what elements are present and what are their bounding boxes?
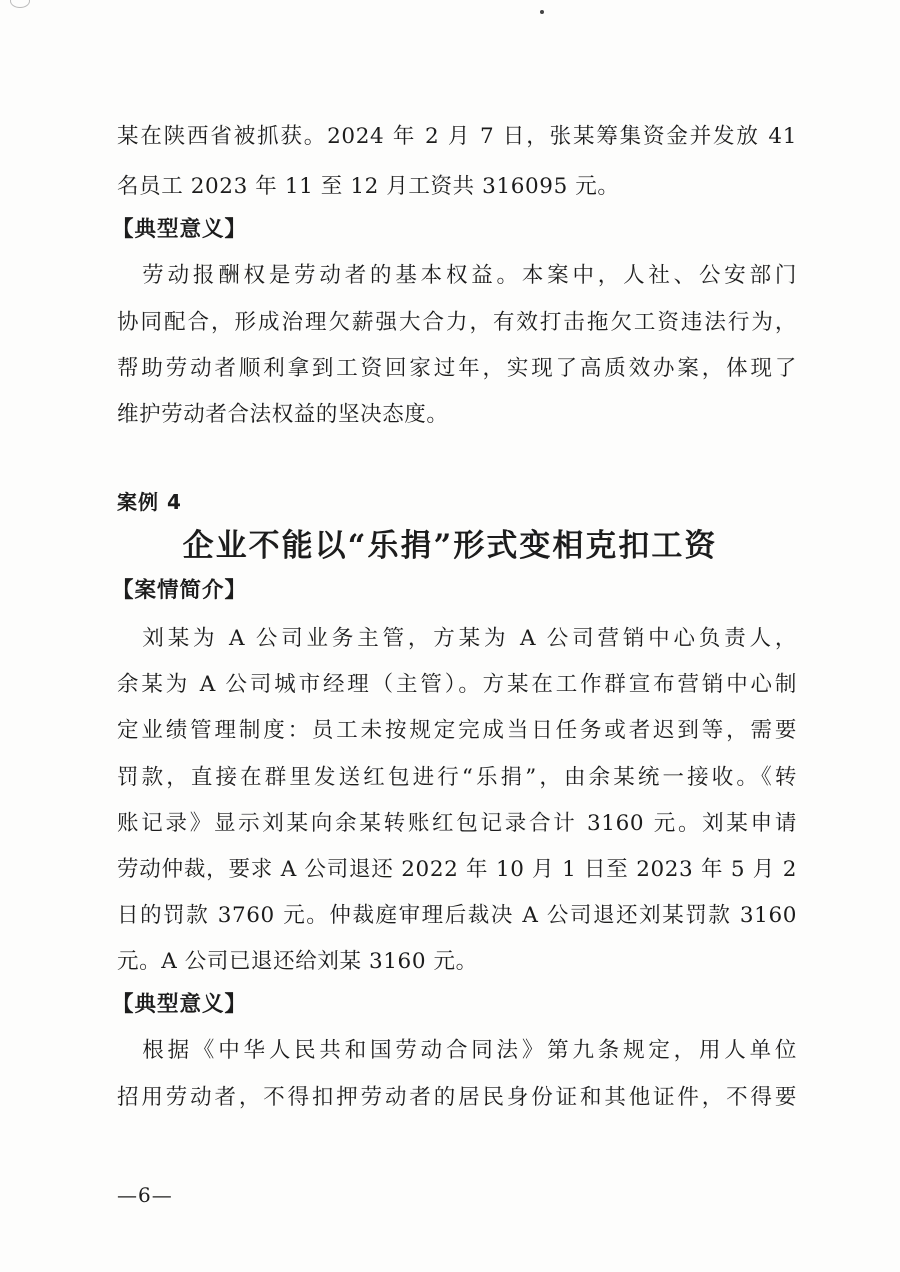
scan-dot [540, 10, 544, 14]
body-line: 帮助劳动者顺利拿到工资回家过年，实现了高质效办案，体现了 [117, 356, 797, 381]
section-heading-significance: 【典型意义】 [112, 217, 248, 242]
case-label: 案例 4 [117, 490, 182, 514]
body-line: 定业绩管理制度：员工未按规定完成当日任务或者迟到等，需要 [117, 718, 797, 743]
body-line: 劳动报酬权是劳动者的基本权益。本案中，人社、公安部门 [117, 263, 797, 288]
body-line: 招用劳动者，不得扣押劳动者的居民身份证和其他证件，不得要 [117, 1085, 797, 1110]
body-line: 某在陕西省被抓获。2024 年 2 月 7 日，张某筹集资金并发放 41 [117, 124, 797, 149]
body-line: 劳动仲裁，要求 A 公司退还 2022 年 10 月 1 日至 2023 年 5 月 2 [117, 857, 797, 882]
body-line: 根据《中华人民共和国劳动合同法》第九条规定，用人单位 [117, 1038, 797, 1063]
body-line: 元。A 公司已退还给刘某 3160 元。 [117, 949, 478, 974]
body-line: 余某为 A 公司城市经理（主管）。方某在工作群宣布营销中心制 [117, 672, 797, 697]
section-heading-significance: 【典型意义】 [112, 992, 248, 1017]
body-line: 维护劳动者合法权益的坚决态度。 [117, 402, 449, 427]
body-line: 刘某为 A 公司业务主管，方某为 A 公司营销中心负责人， [117, 626, 797, 651]
body-line: 名员工 2023 年 11 至 12 月工资共 316095 元。 [117, 174, 620, 199]
scan-artifact [10, 0, 30, 8]
body-line: 账记录》显示刘某向余某转账红包记录合计 3160 元。刘某申请 [117, 811, 797, 836]
body-line: 协同配合，形成治理欠薪强大合力，有效打击拖欠工资违法行为， [117, 310, 797, 335]
body-line: 罚款，直接在群里发送红包进行“乐捐”，由余某统一接收。《转 [117, 765, 797, 790]
body-line: 日的罚款 3760 元。仲裁庭审理后裁决 A 公司退还刘某罚款 3160 [117, 903, 797, 928]
page-number: —6— [117, 1183, 173, 1207]
case-title: 企业不能以“乐捐”形式变相克扣工资 [182, 528, 718, 564]
section-heading-case-summary: 【案情简介】 [112, 578, 248, 603]
